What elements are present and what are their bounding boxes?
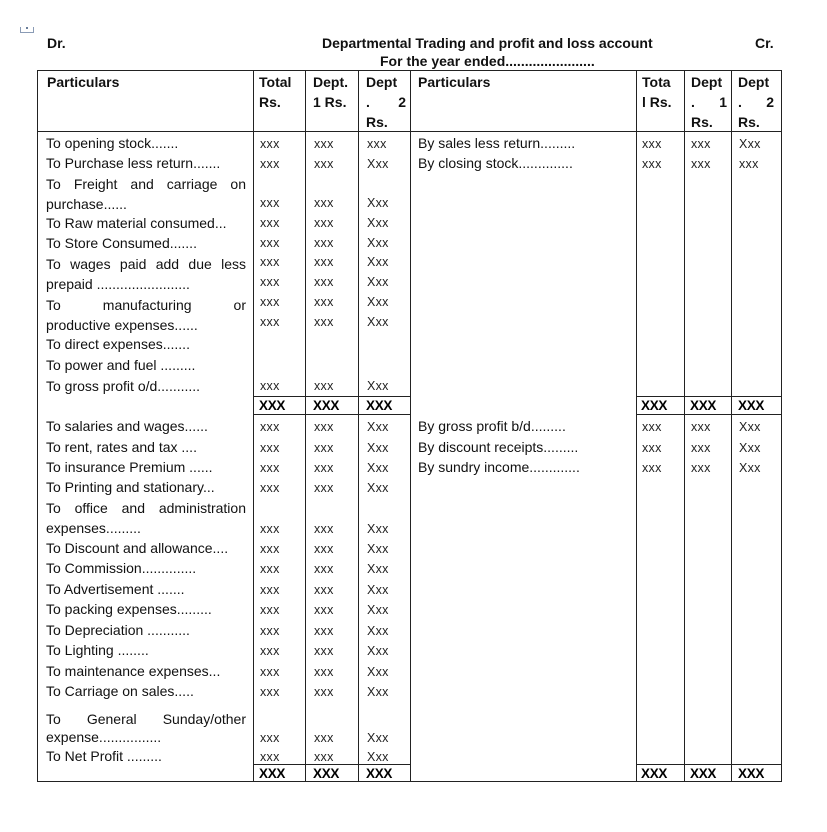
debit-amount-dept2: Xxx	[367, 441, 389, 455]
debit-amount-total: xxx	[260, 644, 280, 658]
debit-amount-dept2: Xxx	[367, 583, 389, 597]
credit-total-dept2: XXX	[738, 766, 765, 781]
divider	[684, 70, 685, 782]
credit-amount-dept2: Xxx	[739, 461, 761, 475]
debit-line-item: To manufacturing or	[46, 297, 246, 313]
debit-amount-dept1: xxx	[314, 685, 334, 699]
debit-line-item: purchase......	[46, 196, 127, 212]
debit-amount-dept1: xxx	[314, 665, 334, 679]
debit-line-item: expenses.........	[46, 520, 141, 536]
debit-amount-dept2: Xxx	[367, 275, 389, 289]
debit-amount-dept2: xxx	[367, 137, 387, 151]
debit-line-item: To Store Consumed.......	[46, 235, 197, 251]
debit-amount-dept1: xxx	[314, 315, 334, 329]
debit-amount-dept2: Xxx	[367, 542, 389, 556]
debit-line-item: To salaries and wages......	[46, 418, 208, 434]
credit-amount-total: xxx	[642, 157, 662, 171]
page-title: Departmental Trading and profit and loss account	[322, 35, 653, 51]
debit-amount-total: xxx	[260, 665, 280, 679]
debit-line-item: To Commission..............	[46, 560, 197, 576]
divider	[731, 70, 732, 782]
debit-amount-total: xxx	[260, 420, 280, 434]
col-header-dept2-debit: Dept . 2 Rs.	[366, 74, 406, 130]
credit-amount-dept1: xxx	[691, 157, 711, 171]
debit-amount-dept2: Xxx	[367, 562, 389, 576]
credit-amount-dept1: xxx	[691, 137, 711, 151]
credit-amount-total: xxx	[642, 461, 662, 475]
debit-amount-total: xxx	[260, 315, 280, 329]
col-header-total-debit: Total Rs.	[259, 74, 292, 110]
debit-amount-total: xxx	[260, 624, 280, 638]
debit-amount-dept1: xxx	[314, 481, 334, 495]
credit-amount-dept1: xxx	[691, 461, 711, 475]
debit-amount-total: xxx	[260, 255, 280, 269]
credit-amount-total: xxx	[642, 137, 662, 151]
divider	[305, 70, 306, 782]
credit-amount-dept2: xxx	[739, 157, 759, 171]
debit-amount-dept2: Xxx	[367, 481, 389, 495]
debit-line-item: To rent, rates and tax ....	[46, 439, 197, 455]
debit-amount-dept2: Xxx	[367, 295, 389, 309]
col-header-dept1-debit: Dept. 1 Rs.	[313, 74, 348, 110]
debit-total-dept1: XXX	[313, 766, 340, 781]
debit-amount-dept1: xxx	[314, 461, 334, 475]
debit-amount-dept1: xxx	[314, 379, 334, 393]
debit-line-item: To Advertisement .......	[46, 581, 185, 597]
debit-amount-total: xxx	[260, 236, 280, 250]
debit-line-item: expense................	[46, 729, 162, 745]
debit-line-item: To Discount and allowance....	[46, 540, 229, 556]
debit-amount-dept2: Xxx	[367, 685, 389, 699]
debit-line-item: To power and fuel .........	[46, 357, 196, 373]
credit-amount-dept2: Xxx	[739, 420, 761, 434]
credit-amount-dept2: Xxx	[739, 137, 761, 151]
debit-amount-dept1: xxx	[314, 603, 334, 617]
debit-amount-total: xxx	[260, 542, 280, 556]
debit-amount-dept2: Xxx	[367, 731, 389, 745]
col-header-dept2-credit: Dept . 2 Rs.	[738, 74, 774, 130]
debit-line-item: To wages paid add due less	[46, 256, 246, 272]
debit-amount-total: xxx	[260, 750, 280, 764]
debit-amount-total: xxx	[260, 379, 280, 393]
debit-amount-dept1: xxx	[314, 275, 334, 289]
debit-line-item: To opening stock.......	[46, 135, 179, 151]
debit-amount-dept2: Xxx	[367, 379, 389, 393]
debit-amount-total: xxx	[260, 562, 280, 576]
debit-total-total: XXX	[259, 766, 286, 781]
divider	[410, 70, 411, 782]
debit-line-item: To Net Profit .........	[46, 748, 162, 764]
debit-line-item: To Printing and stationary...	[46, 479, 215, 495]
debit-total-total: XXX	[259, 398, 286, 413]
col-header-total-credit: Tota l Rs.	[642, 74, 672, 110]
credit-amount-dept1: xxx	[691, 441, 711, 455]
debit-amount-total: xxx	[260, 441, 280, 455]
page-subtitle: For the year ended.......................	[380, 53, 595, 69]
credit-total-total: XXX	[641, 398, 668, 413]
debit-amount-dept2: Xxx	[367, 665, 389, 679]
debit-amount-total: xxx	[260, 603, 280, 617]
credit-total-dept1: XXX	[690, 398, 717, 413]
divider	[636, 70, 637, 782]
debit-amount-total: xxx	[260, 157, 280, 171]
debit-total-dept1: XXX	[313, 398, 340, 413]
debit-amount-dept1: xxx	[314, 216, 334, 230]
debit-amount-dept1: xxx	[314, 441, 334, 455]
debit-amount-total: xxx	[260, 196, 280, 210]
debit-amount-dept2: Xxx	[367, 750, 389, 764]
debit-amount-dept1: xxx	[314, 137, 334, 151]
debit-line-item: productive expenses......	[46, 317, 198, 333]
col-header-particulars-credit: Particulars	[418, 74, 491, 90]
debit-amount-dept2: Xxx	[367, 255, 389, 269]
credit-amount-total: xxx	[642, 441, 662, 455]
debit-amount-dept1: xxx	[314, 196, 334, 210]
debit-amount-total: xxx	[260, 583, 280, 597]
debit-total-dept2: XXX	[366, 398, 393, 413]
divider	[358, 70, 359, 782]
debit-amount-dept2: Xxx	[367, 624, 389, 638]
debit-line-item: To gross profit o/d...........	[46, 378, 201, 394]
debit-line-item: To insurance Premium ......	[46, 459, 213, 475]
debit-line-item: To packing expenses.........	[46, 601, 212, 617]
debit-amount-dept2: Xxx	[367, 196, 389, 210]
debit-amount-dept2: Xxx	[367, 603, 389, 617]
debit-amount-dept2: Xxx	[367, 644, 389, 658]
debit-amount-total: xxx	[260, 216, 280, 230]
credit-amount-dept2: Xxx	[739, 441, 761, 455]
debit-amount-dept1: xxx	[314, 562, 334, 576]
debit-amount-dept1: xxx	[314, 236, 334, 250]
col-header-dept1-credit: Dept . 1 Rs.	[691, 74, 727, 130]
debit-amount-total: xxx	[260, 295, 280, 309]
debit-amount-dept1: xxx	[314, 731, 334, 745]
debit-line-item: To Raw material consumed...	[46, 215, 227, 231]
debit-amount-dept1: xxx	[314, 542, 334, 556]
debit-line-item: To Lighting ........	[46, 642, 149, 658]
credit-label: Cr.	[755, 35, 774, 51]
debit-amount-dept1: xxx	[314, 583, 334, 597]
debit-amount-dept1: xxx	[314, 750, 334, 764]
debit-amount-dept2: Xxx	[367, 461, 389, 475]
debit-amount-dept1: xxx	[314, 295, 334, 309]
header-rule	[37, 131, 782, 132]
debit-amount-total: xxx	[260, 275, 280, 289]
credit-total-dept1: XXX	[690, 766, 717, 781]
credit-line-item: By sales less return.........	[418, 135, 576, 151]
credit-line-item: By sundry income.............	[418, 459, 580, 475]
debit-amount-dept1: xxx	[314, 157, 334, 171]
debit-line-item: To maintenance expenses...	[46, 663, 221, 679]
debit-amount-dept2: Xxx	[367, 420, 389, 434]
debit-amount-dept2: Xxx	[367, 315, 389, 329]
debit-line-item: To Depreciation ...........	[46, 622, 190, 638]
debit-amount-dept2: Xxx	[367, 236, 389, 250]
credit-line-item: By gross profit b/d.........	[418, 418, 566, 434]
debit-amount-dept1: xxx	[314, 624, 334, 638]
credit-line-item: By closing stock..............	[418, 155, 573, 171]
anchor-icon	[20, 27, 34, 33]
debit-amount-total: xxx	[260, 137, 280, 151]
debit-amount-dept1: xxx	[314, 522, 334, 536]
debit-amount-total: xxx	[260, 522, 280, 536]
debit-line-item: To General Sunday/other	[46, 711, 246, 727]
debit-amount-total: xxx	[260, 481, 280, 495]
debit-total-dept2: XXX	[366, 766, 393, 781]
debit-amount-total: xxx	[260, 685, 280, 699]
debit-amount-dept2: Xxx	[367, 157, 389, 171]
debit-line-item: prepaid ........................	[46, 276, 190, 292]
debit-line-item: To Carriage on sales.....	[46, 683, 194, 699]
debit-label: Dr.	[47, 35, 66, 51]
debit-amount-total: xxx	[260, 461, 280, 475]
credit-total-total: XXX	[641, 766, 668, 781]
credit-amount-dept1: xxx	[691, 420, 711, 434]
divider	[253, 70, 254, 782]
debit-line-item: To direct expenses.......	[46, 336, 190, 352]
debit-amount-dept1: xxx	[314, 644, 334, 658]
debit-amount-total: xxx	[260, 731, 280, 745]
credit-amount-total: xxx	[642, 420, 662, 434]
debit-line-item: To Freight and carriage on	[46, 176, 246, 192]
debit-amount-dept2: Xxx	[367, 522, 389, 536]
debit-amount-dept1: xxx	[314, 255, 334, 269]
debit-line-item: To office and administration	[46, 500, 246, 516]
debit-amount-dept2: Xxx	[367, 216, 389, 230]
debit-amount-dept1: xxx	[314, 420, 334, 434]
credit-line-item: By discount receipts.........	[418, 439, 579, 455]
col-header-particulars-debit: Particulars	[47, 74, 120, 90]
credit-total-dept2: XXX	[738, 398, 765, 413]
debit-line-item: To Purchase less return.......	[46, 155, 221, 171]
